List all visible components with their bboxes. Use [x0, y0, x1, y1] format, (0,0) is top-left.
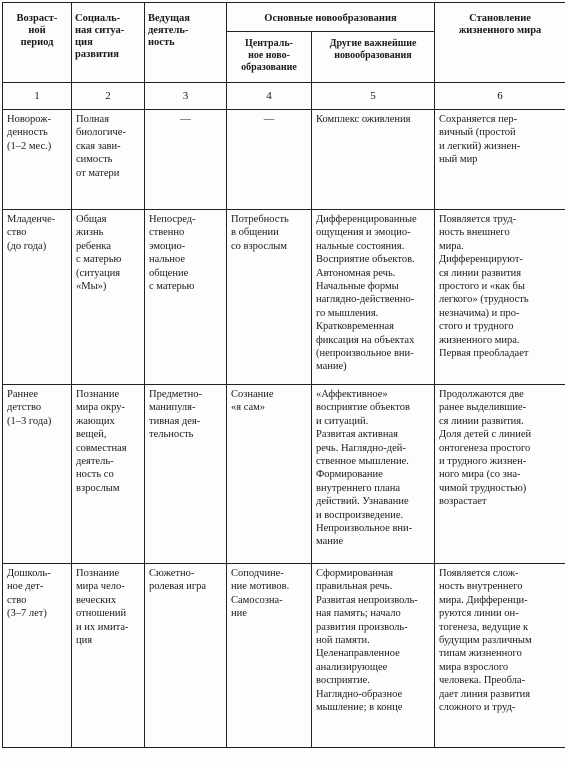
cell-life-world: Сохраняется пер- вичный (простой и легкий) жизнен- ный мир: [435, 110, 566, 210]
cell-leading-activity: Непосред- ственно эмоцио- нальное общение с матерью: [145, 210, 227, 385]
cell-other-neoformations: Сформированная правильная речь. Развитая непроизволь- ная память; начало развития произволь- ной памяти. Целенаправленное анализирующее восприятие. Наглядно-образное мышление; в конце: [312, 564, 435, 748]
column-number: 1: [3, 83, 72, 110]
cell-other-neoformations: Комплекс оживления: [312, 110, 435, 210]
cell-social-situation: Познание мира чело- веческих отношений и их имита- ция: [72, 564, 145, 748]
cell-social-situation: Познание мира окру- жающих вещей, совместная деятель- ность со взрослым: [72, 385, 145, 564]
header-main-neoformations: Основные новообразования: [227, 3, 435, 32]
column-number-row: [3, 83, 566, 110]
cell-central-neoformation: Сознание «я сам»: [227, 385, 312, 564]
header-row: [3, 3, 566, 32]
table-row: [3, 564, 566, 748]
document-page: [2, 2, 565, 765]
cell-other-neoformations: Дифференцированные ощущения и эмоцио- нальные состояния. Восприятие объектов. Автономная речь. Начальные формы наглядно-действенно- го мышления. Кратковременная фиксация на объектах (непроизвольное вни- мание): [312, 210, 435, 385]
development-periods-table: [2, 2, 565, 748]
cell-leading-activity: Сюжетно- ролевая игра: [145, 564, 227, 748]
cell-central-neoformation: —: [227, 110, 312, 210]
cell-age-period: Младенче- ство (до года): [3, 210, 72, 385]
header-age-period: Возраст- ной период: [3, 3, 72, 83]
cell-age-period: Новорож- денность (1–2 мес.): [3, 110, 72, 210]
cell-social-situation: Общая жизнь ребенка с матерью (ситуация «Мы»): [72, 210, 145, 385]
column-number: 2: [72, 83, 145, 110]
header-central-neoformation: Централь- ное ново- образование: [227, 32, 312, 83]
cell-age-period: Дошколь- ное дет- ство (3–7 лет): [3, 564, 72, 748]
column-number: 6: [435, 83, 566, 110]
table-row: [3, 110, 566, 210]
column-number: 3: [145, 83, 227, 110]
cell-life-world: Продолжаются две ранее выделившие- ся линии развития. Доля детей с линией онтогенеза простого и трудного жизнен- ного мира (со зна- чимой трудностью) возрастает: [435, 385, 566, 564]
cell-central-neoformation: Соподчине- ние мотивов. Самосозна- ние: [227, 564, 312, 748]
cell-life-world: Появляется труд- ность внешнего мира. Дифференцируют- ся линии развития простого и «как бы легкого» (трудность незначима) и про- стого и трудного жизненного мира. Первая преобладает: [435, 210, 566, 385]
cell-other-neoformations: «Аффективное» восприятие объектов и ситуаций. Развитая активная речь. Наглядно-дей- ственное мышление. Формирование внутреннего плана действий. Узнавание и воспроизведение. Непроизвольное вни- мание: [312, 385, 435, 564]
cell-central-neoformation: Потребность в общении со взрослым: [227, 210, 312, 385]
table-row: [3, 385, 566, 564]
column-number: 5: [312, 83, 435, 110]
cell-leading-activity: Предметно- манипуля- тивная дея- тельность: [145, 385, 227, 564]
header-other-neoformations: Другие важнейшие новообразования: [312, 32, 435, 83]
column-number: 4: [227, 83, 312, 110]
header-social-situation: Социаль- ная ситуа- ция развития: [72, 3, 145, 83]
cell-leading-activity: —: [145, 110, 227, 210]
table-row: [3, 210, 566, 385]
cell-social-situation: Полная биологиче- ская зави- симость от матери: [72, 110, 145, 210]
cell-age-period: Раннее детство (1–3 года): [3, 385, 72, 564]
header-leading-activity: Ведущая деятель- ность: [145, 3, 227, 83]
header-life-world: Становление жизненного мира: [435, 3, 566, 83]
cell-life-world: Появляется слож- ность внутреннего мира. Дифференци- руются линии он- тогенеза, ведущие к будущим различным типам жизненного мира взрослого человека. Преобла- дает линия развития сложного и труд-: [435, 564, 566, 748]
